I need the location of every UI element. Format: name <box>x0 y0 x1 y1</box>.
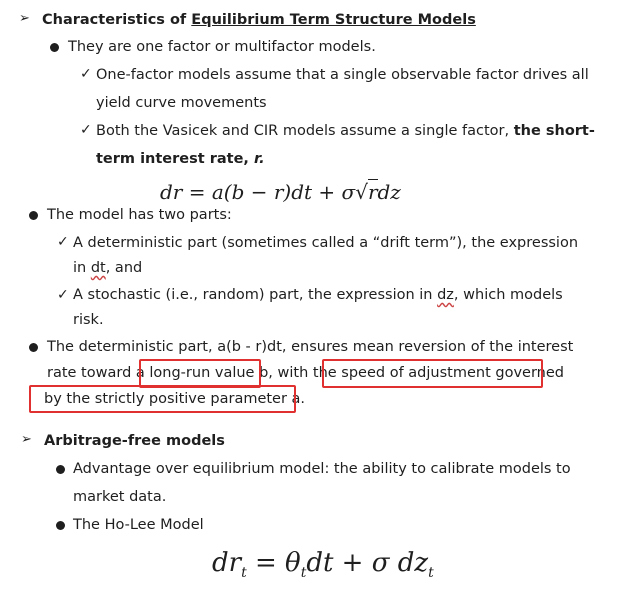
heading-prefix: Characteristics of <box>42 12 192 28</box>
arrow-bullet-icon: ➢ <box>19 11 30 26</box>
sqrt-icon: √ <box>355 180 368 204</box>
bullet-advantage-line1: Advantage over equilibrium model: the ability to calibrate models to <box>73 461 571 477</box>
heading-link[interactable]: Equilibrium Term Structure Models <box>191 12 476 28</box>
section-heading-equilibrium <box>42 10 476 30</box>
check-one-factor-line2: yield curve movements <box>96 95 267 111</box>
vasicek-formula <box>160 180 401 204</box>
formula2-dz-sub: t <box>428 565 434 582</box>
bullet-dot <box>56 465 65 474</box>
bullet-dot <box>29 211 38 220</box>
bullet-factor-models: They are one factor or multifactor models. <box>68 39 376 55</box>
det2-b: with the <box>272 365 342 381</box>
formula2-sub: t <box>241 565 247 582</box>
check-deterministic-line2 <box>73 258 142 278</box>
check-icon: ✓ <box>80 66 92 82</box>
bullet-advantage-line2: market data. <box>73 489 167 505</box>
det2-a: rate toward a <box>47 365 150 381</box>
section-heading-arbitrage: Arbitrage-free models <box>44 433 225 449</box>
det2-box: long-run value b, <box>149 365 273 381</box>
formula2-theta-sub: t <box>300 565 307 582</box>
deterministic-line3: by the strictly positive parameter a. <box>44 391 306 407</box>
check-stochastic-line1 <box>73 285 563 305</box>
check-vasicek-plain: Both the Vasicek and CIR models assume a single factor, <box>96 123 514 139</box>
formula-sqrt-arg: r <box>367 180 378 204</box>
bullet-model-two-parts: The model has two parts: <box>47 207 232 223</box>
det-and: , and <box>105 260 143 276</box>
highlight-box-long-run <box>139 359 261 388</box>
bullet-dot <box>56 521 65 530</box>
formula2-eq: = θ <box>246 548 301 578</box>
formula2-mid: dt + σ dz <box>306 548 429 578</box>
check-stochastic-line2: risk. <box>73 312 104 328</box>
check-icon: ✓ <box>80 122 92 138</box>
check-icon: ✓ <box>57 234 69 250</box>
highlight-box-speed <box>322 359 543 388</box>
check-vasicek-bold: the short- <box>513 123 595 139</box>
formula-rhs-a: = a(b − r)dt + σ <box>188 180 356 204</box>
check-vasicek-line2 <box>96 149 265 169</box>
term-dz: dz <box>437 287 454 303</box>
det2-box2: speed of adjustment governed <box>341 365 564 381</box>
arrow-bullet-icon: ➢ <box>21 432 32 447</box>
stoch-b: , which models <box>453 287 563 303</box>
highlight-box-parameter <box>29 385 296 413</box>
formula2-lhs: dr <box>212 548 242 578</box>
check-vasicek-bold2: term interest rate, <box>96 151 254 167</box>
formula-rhs-b: dz <box>377 180 401 204</box>
stoch-a: A stochastic (i.e., random) part, the expression in <box>73 287 438 303</box>
bullet-dot <box>29 343 38 352</box>
det-in: in <box>73 260 91 276</box>
ho-lee-formula <box>212 548 434 581</box>
check-icon: ✓ <box>57 287 69 303</box>
formula-lhs: dr <box>160 180 183 204</box>
check-vasicek-line1 <box>96 121 595 141</box>
check-one-factor-line1: One-factor models assume that a single observable factor drives all <box>96 67 589 83</box>
check-deterministic-line1: A deterministic part (sometimes called a “drift term”), the expression <box>73 235 579 251</box>
check-vasicek-var: r. <box>254 151 265 167</box>
term-dt: dt <box>90 260 106 276</box>
deterministic-line1: The deterministic part, a(b - r)dt, ensures mean reversion of the interest <box>47 339 574 355</box>
bullet-dot <box>50 43 59 52</box>
bullet-ho-lee: The Ho-Lee Model <box>73 517 204 533</box>
